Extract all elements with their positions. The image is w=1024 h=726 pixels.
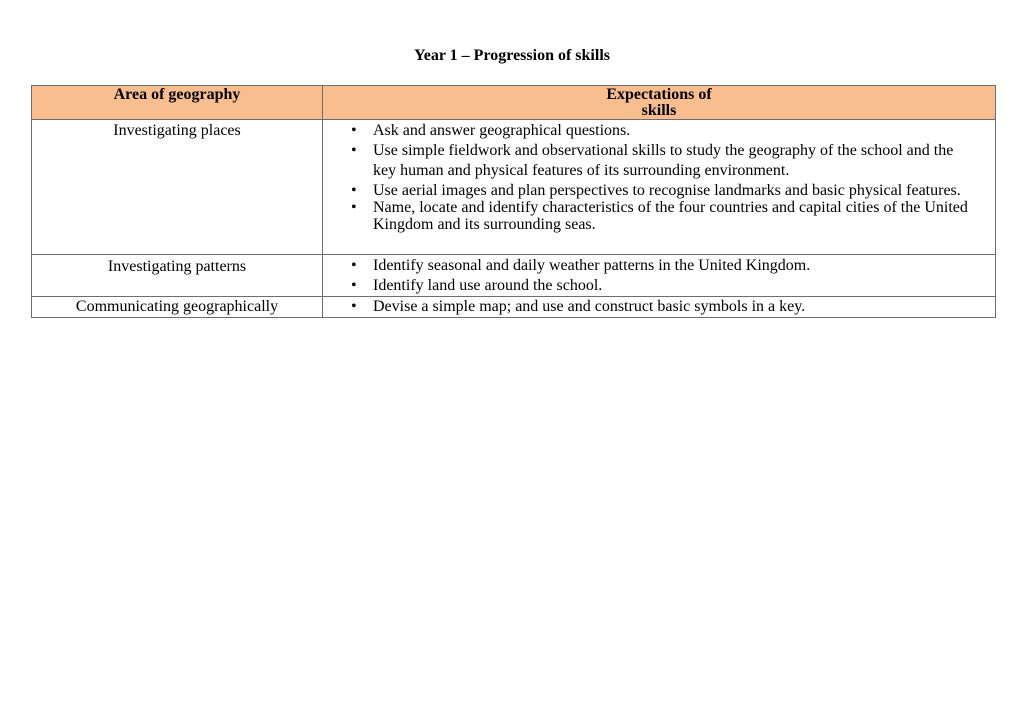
expectations-cell	[323, 120, 996, 255]
bullet-icon: •	[351, 257, 357, 274]
list-item-text: Use aerial images and plan perspectives to recognise landmarks and basic physical features.	[373, 182, 961, 199]
list-item-text: Identify land use around the school.	[373, 277, 603, 294]
table-row	[32, 120, 996, 255]
area-cell: Investigating patterns	[32, 255, 323, 297]
list-item	[351, 199, 975, 233]
header-expectations-of-skills	[323, 86, 996, 120]
list-item-text: Identify seasonal and daily weather patterns in the United Kingdom.	[373, 257, 811, 274]
bullet-icon: •	[351, 199, 357, 216]
bullet-icon: •	[351, 122, 357, 139]
bullet-icon: •	[351, 142, 357, 159]
bullet-icon: •	[351, 277, 357, 294]
area-cell: Investigating places	[32, 120, 323, 255]
list-item	[351, 141, 975, 181]
list-item	[351, 256, 975, 276]
table-header-row	[32, 86, 996, 120]
page-title: Year 1 – Progression of skills	[413, 47, 610, 64]
header-expectations-line2: skills	[641, 102, 677, 119]
bullet-icon: •	[351, 298, 357, 315]
list-item-text: Use simple fieldwork and observational skills to study the geography of the school and the key human and physical features of its surrounding environment.	[373, 142, 954, 179]
list-item	[351, 297, 975, 317]
list-item	[351, 276, 975, 296]
table-row	[32, 297, 996, 318]
bullet-icon: •	[351, 182, 357, 199]
expectations-cell	[323, 297, 996, 318]
list-item-text: Ask and answer geographical questions.	[373, 122, 631, 139]
list-item	[351, 121, 975, 141]
skills-table	[31, 85, 996, 318]
area-cell: Communicating geographically	[32, 297, 323, 318]
header-expectations-line1: Expectations of	[606, 86, 712, 103]
list-item	[351, 181, 975, 201]
list-item-text: Name, locate and identify characteristics of the four countries and capital cities of the United Kingdom and its surrounding seas.	[373, 199, 968, 233]
expectations-cell	[323, 255, 996, 297]
list-item-text: Devise a simple map; and use and construct basic symbols in a key.	[373, 298, 806, 315]
table-row	[32, 255, 996, 297]
header-area-of-geography: Area of geography	[32, 86, 323, 120]
